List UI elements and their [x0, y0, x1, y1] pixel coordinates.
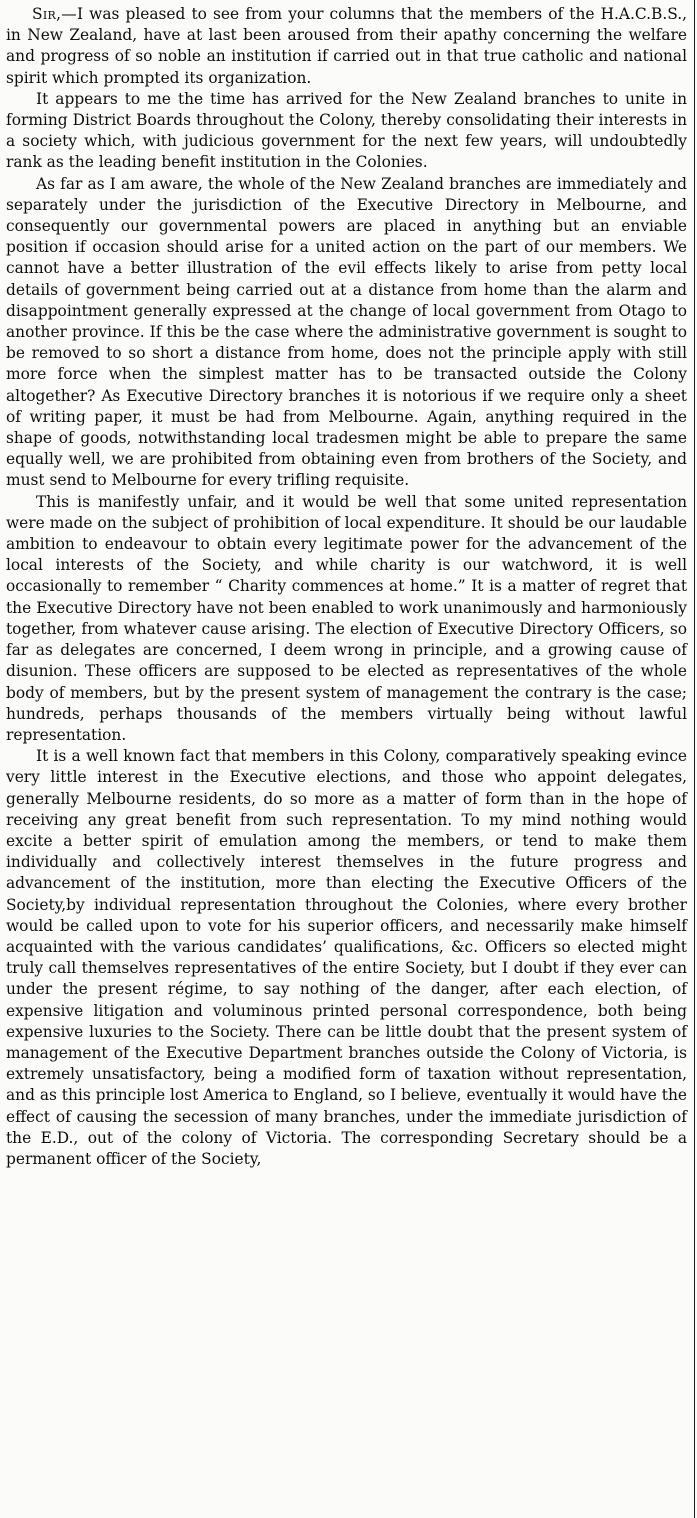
letter-paragraph-3: As far as I am aware, the whole of the New Zealand branches are immediately and separately under the jurisdiction of the Executive Directory in Melbourne, and consequently our governmental powers are placed in anything but an enviable position if occasion should arise for a united action on the part of our members. We cannot have a better illustration of the evil effects likely to arise from petty local details of government being carried out at a distance from home than the alarm and disappointment generally expressed at the change of local government from Otago to another province. If this be the case where the administrative government is sought to be removed to so short a distance from home, does not the principle apply with still more force when the simplest matter has to be transacted outside the Colony altogether? As Executive Directory branches it is notorious if we require only a sheet of writing paper, it must be had from Melbourne. Again, anything required in the shape of goods, notwithstanding local tradesmen might be able to prepare the same equally well, we are prohibited from obtaining even from brothers of the Society, and must send to Melbourne for every trifling requisite. [6, 174, 687, 490]
letter-paragraph-4: This is manifestly unfair, and it would be well that some united representation were made on the subject of prohibition of local expenditure. It should be our laudable ambition to endeavour to obtain every legitimate power for the advancement of the local interests of the Society, and while charity is our watchword, it is well occasionally to remember “ Charity commences at home.” It is a matter of regret that the Executive Directory have not been enabled to work unanimously and harmoniously together, from whatever cause arising. The election of Executive Directory Officers, so far as delegates are concerned, I deem wrong in principle, and a growing cause of disunion. These officers are supposed to be elected as representatives of the whole body of members, but by the present system of management the contrary is the case; hundreds, perhaps thousands of the members virtually being without lawful representation. [6, 492, 687, 744]
letter-paragraph-2: It appears to me the time has arrived for the New Zealand branches to unite in forming District Boards throughout the Colony, thereby consolidating their interests in a society which, with judicious government for the next few years, will undoubtedly rank as the leading benefit institution in the Colonies. [6, 89, 687, 172]
salutation: Sir,— [32, 5, 77, 23]
paragraph-1-text: I was pleased to see from your columns that the members of the H.A.C.B.S., in New Zealand, have at last been aroused from their apathy concerning the welfare and progress of so noble an institution if carried out in that true catholic and national spirit which prompted its organization. [6, 5, 687, 87]
letter-paragraph-1 [6, 4, 687, 89]
letter-column [6, 4, 687, 1170]
column-rule [694, 0, 695, 1518]
letter-paragraph-5: It is a well known fact that members in this Colony, comparatively speaking evince very little interest in the Executive elections, and those who appoint delegates, generally Melbourne residents, do so more as a matter of form than in the hope of receiving any great benefit from such representation. To my mind nothing would excite a better spirit of emulation among the members, or tend to make them individually and collectively interest themselves in the future progress and advancement of the institution, more than electing the Executive Officers of the Society,by individual representation throughout the Colonies, where every brother would be called upon to vote for his superior officers, and necessarily make himself acquainted with the various candidates’ qualifications, &c. Officers so elected might truly call themselves representatives of the entire Society, but I doubt if they ever can under the present régime, to say nothing of the danger, after each election, of expensive litigation and voluminous printed personal correspondence, both being expensive luxuries to the Society. There can be little doubt that the present system of management of the Executive Department branches outside the Colony of Victoria, is extremely unsatisfactory, being a modified form of taxation without representation, and as this principle lost America to England, so I believe, eventually it would have the effect of causing the secession of many branches, under the immediate jurisdiction of the E.D., out of the colony of Victoria. The corresponding Secretary should be a permanent officer of the Society, [6, 747, 687, 1168]
